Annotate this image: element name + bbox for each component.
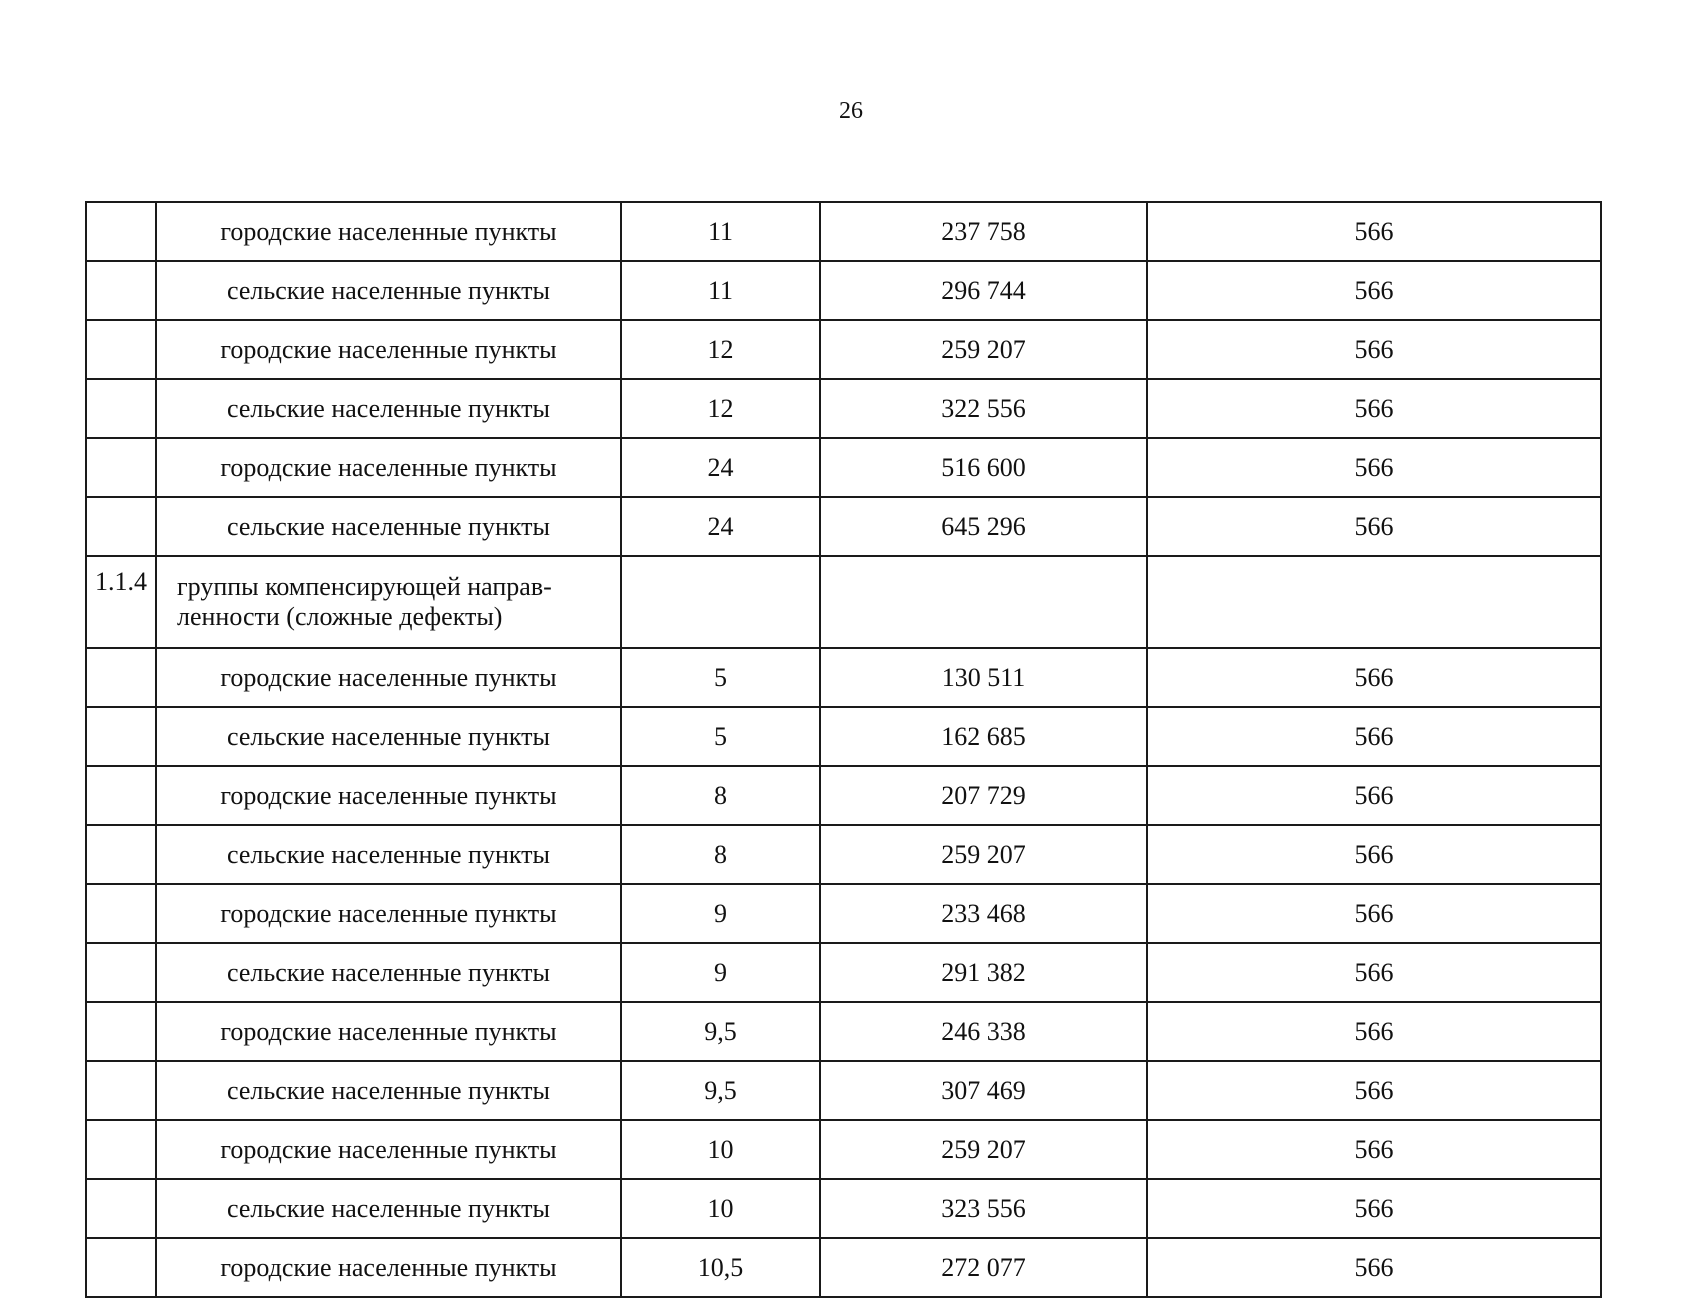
table-row	[86, 825, 1601, 884]
code-cell: 566	[1147, 766, 1601, 825]
row-number-cell: 1.1.4	[86, 556, 156, 648]
settlement-type-cell: сельские населенные пункты	[156, 1179, 621, 1238]
table-row	[86, 438, 1601, 497]
hours-cell: 12	[621, 320, 820, 379]
hours-cell: 10,5	[621, 1238, 820, 1297]
settlement-type-cell: городские населенные пункты	[156, 884, 621, 943]
cost-cell: 291 382	[820, 943, 1147, 1002]
settlement-type-cell: городские населенные пункты	[156, 1120, 621, 1179]
settlement-type-cell: городские населенные пункты	[156, 1238, 621, 1297]
hours-cell: 11	[621, 202, 820, 261]
table-row	[86, 1179, 1601, 1238]
settlement-type-cell: городские населенные пункты	[156, 202, 621, 261]
settlement-type-cell: городские населенные пункты	[156, 766, 621, 825]
cost-cell: 233 468	[820, 884, 1147, 943]
cost-cell: 130 511	[820, 648, 1147, 707]
code-cell: 566	[1147, 320, 1601, 379]
code-cell	[1147, 556, 1601, 648]
hours-cell: 8	[621, 825, 820, 884]
row-number-cell	[86, 1061, 156, 1120]
row-number-cell	[86, 825, 156, 884]
settlement-type-cell: сельские населенные пункты	[156, 943, 621, 1002]
cost-cell: 645 296	[820, 497, 1147, 556]
settlement-type-cell: сельские населенные пункты	[156, 707, 621, 766]
row-number-cell	[86, 202, 156, 261]
tariff-table	[85, 201, 1602, 1298]
settlement-type-cell: сельские населенные пункты	[156, 261, 621, 320]
code-cell: 566	[1147, 438, 1601, 497]
hours-cell: 8	[621, 766, 820, 825]
row-number-cell	[86, 1238, 156, 1297]
cost-cell: 322 556	[820, 379, 1147, 438]
code-cell: 566	[1147, 884, 1601, 943]
row-number-cell	[86, 261, 156, 320]
hours-cell: 11	[621, 261, 820, 320]
table-row	[86, 1120, 1601, 1179]
table-row	[86, 943, 1601, 1002]
settlement-type-cell: городские населенные пункты	[156, 320, 621, 379]
settlement-type-cell: сельские населенные пункты	[156, 1061, 621, 1120]
cost-cell: 516 600	[820, 438, 1147, 497]
row-number-cell	[86, 379, 156, 438]
row-number-cell	[86, 320, 156, 379]
row-number-cell	[86, 1120, 156, 1179]
code-cell: 566	[1147, 825, 1601, 884]
cost-cell: 259 207	[820, 320, 1147, 379]
settlement-type-cell: городские населенные пункты	[156, 648, 621, 707]
hours-cell: 9,5	[621, 1061, 820, 1120]
settlement-type-cell: сельские населенные пункты	[156, 379, 621, 438]
code-cell: 566	[1147, 202, 1601, 261]
cost-cell: 272 077	[820, 1238, 1147, 1297]
table-row	[86, 202, 1601, 261]
hours-cell: 5	[621, 707, 820, 766]
cost-cell: 259 207	[820, 825, 1147, 884]
row-number-cell	[86, 707, 156, 766]
code-cell: 566	[1147, 943, 1601, 1002]
hours-cell: 5	[621, 648, 820, 707]
hours-cell	[621, 556, 820, 648]
cost-cell: 207 729	[820, 766, 1147, 825]
hours-cell: 24	[621, 438, 820, 497]
hours-cell: 12	[621, 379, 820, 438]
table-row	[86, 884, 1601, 943]
settlement-type-cell: группы компенсирующей направ- ленности (сложные дефекты)	[156, 556, 621, 648]
code-cell: 566	[1147, 707, 1601, 766]
row-number-cell	[86, 1179, 156, 1238]
settlement-type-cell: городские населенные пункты	[156, 1002, 621, 1061]
cost-cell: 307 469	[820, 1061, 1147, 1120]
code-cell: 566	[1147, 261, 1601, 320]
row-number-cell	[86, 884, 156, 943]
hours-cell: 10	[621, 1120, 820, 1179]
hours-cell: 24	[621, 497, 820, 556]
table-row	[86, 1238, 1601, 1297]
cost-cell: 246 338	[820, 1002, 1147, 1061]
section-row	[86, 556, 1601, 648]
row-number-cell	[86, 648, 156, 707]
settlement-type-cell: сельские населенные пункты	[156, 497, 621, 556]
code-cell: 566	[1147, 497, 1601, 556]
code-cell: 566	[1147, 1120, 1601, 1179]
row-number-cell	[86, 943, 156, 1002]
table-row	[86, 261, 1601, 320]
hours-cell: 9,5	[621, 1002, 820, 1061]
settlement-type-cell: городские населенные пункты	[156, 438, 621, 497]
hours-cell: 9	[621, 884, 820, 943]
table-row	[86, 1061, 1601, 1120]
code-cell: 566	[1147, 648, 1601, 707]
table-row	[86, 766, 1601, 825]
code-cell: 566	[1147, 1002, 1601, 1061]
hours-cell: 9	[621, 943, 820, 1002]
settlement-type-cell: сельские населенные пункты	[156, 825, 621, 884]
table-row	[86, 497, 1601, 556]
code-cell: 566	[1147, 379, 1601, 438]
row-number-cell	[86, 766, 156, 825]
table-body	[86, 202, 1601, 1297]
cost-cell: 237 758	[820, 202, 1147, 261]
table-row	[86, 707, 1601, 766]
row-number-cell	[86, 438, 156, 497]
table-row	[86, 379, 1601, 438]
row-number-cell	[86, 1002, 156, 1061]
table-row	[86, 1002, 1601, 1061]
table-row	[86, 648, 1601, 707]
page-number: 26	[839, 98, 863, 124]
cost-cell: 162 685	[820, 707, 1147, 766]
code-cell: 566	[1147, 1061, 1601, 1120]
cost-cell	[820, 556, 1147, 648]
table-row	[86, 320, 1601, 379]
code-cell: 566	[1147, 1238, 1601, 1297]
cost-cell: 259 207	[820, 1120, 1147, 1179]
hours-cell: 10	[621, 1179, 820, 1238]
cost-cell: 323 556	[820, 1179, 1147, 1238]
code-cell: 566	[1147, 1179, 1601, 1238]
cost-cell: 296 744	[820, 261, 1147, 320]
row-number-cell	[86, 497, 156, 556]
